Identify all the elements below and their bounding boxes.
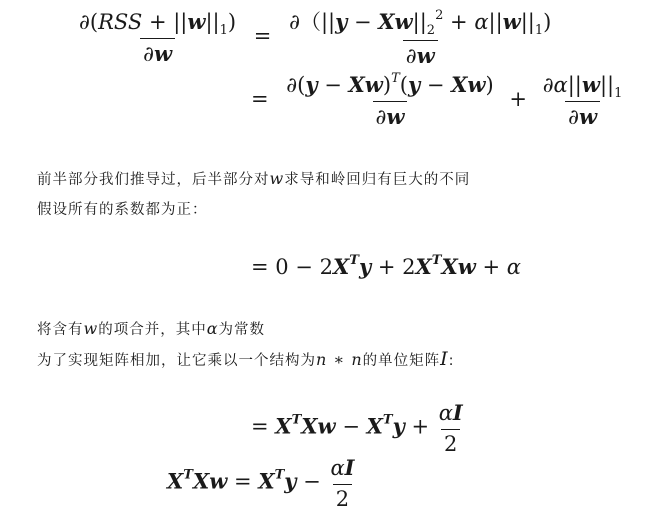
identity-matrix-symbol: I	[440, 348, 449, 370]
paragraph-line-3	[37, 318, 265, 339]
equation-2: = $0 - 2X^Ty + 2X^TXw + \alpha$	[251, 253, 521, 279]
var-w-2: w	[83, 319, 99, 338]
text-3c: 为常数	[218, 322, 266, 338]
alpha-I-over-2-b: $\frac{\alpha I}{2}$	[330, 455, 355, 511]
text-4b: 的单位矩阵	[362, 353, 441, 369]
equation-1-line-1: $\frac{\partial(RSS + ||w||_1)}{\partial w}$ = $\frac{\partial(||y - Xw||_2^2 + \alpha||w||_1)}{\partial w}$	[76, 6, 554, 68]
text-4a: 为了实现矩阵相加，让它乘以一个结构为	[37, 353, 316, 369]
alpha-symbol: α	[206, 319, 219, 338]
var-w-1: w	[269, 169, 285, 188]
text-4c: :	[448, 353, 455, 369]
rhs-fraction-2: $\frac{\partial(y - Xw)^T(y - Xw)}{\partial w}$	[286, 71, 494, 129]
rhs-fraction-1: $\frac{\partial(||y - Xw||_2^2 + \alpha||w||_1)}{\partial w}$	[289, 8, 552, 68]
rhs-fraction-3: $\frac{\partial\alpha||w||_1}{\partial w}$	[542, 72, 623, 129]
equation-4: $X^TXw = X^Ty$ − $\frac{\alpha I}{2}$	[167, 455, 357, 511]
paragraph-line-2	[37, 198, 208, 219]
equation-3: = $X^TXw - X^Ty$ + $\frac{\alpha I}{2}$	[251, 400, 466, 456]
lhs-fraction: $\frac{\partial(RSS + ||w||_1)}{\partial w}$	[79, 8, 237, 66]
paragraph-line-1	[37, 168, 470, 189]
text-3a: 将含有	[37, 322, 84, 338]
paragraph-line-4	[37, 348, 455, 370]
text-1b: 求导和岭回归有巨大的不同	[284, 172, 471, 188]
text-1a: 前半部分我们推导过，后半部分对	[37, 172, 270, 188]
text-2: 假设所有的系数都为正：	[37, 202, 208, 218]
n-times-n: n ∗ n	[316, 350, 363, 369]
alpha-I-over-2-a: $\frac{\alpha I}{2}$	[438, 400, 463, 456]
text-3b: 的项合并，其中	[98, 322, 207, 338]
equation-1-line-2: = $\frac{\partial(y - Xw)^T(y - Xw)}{\partial w}$ + $\frac{\partial\alpha||w||_1}{\partial w}$	[251, 72, 625, 129]
